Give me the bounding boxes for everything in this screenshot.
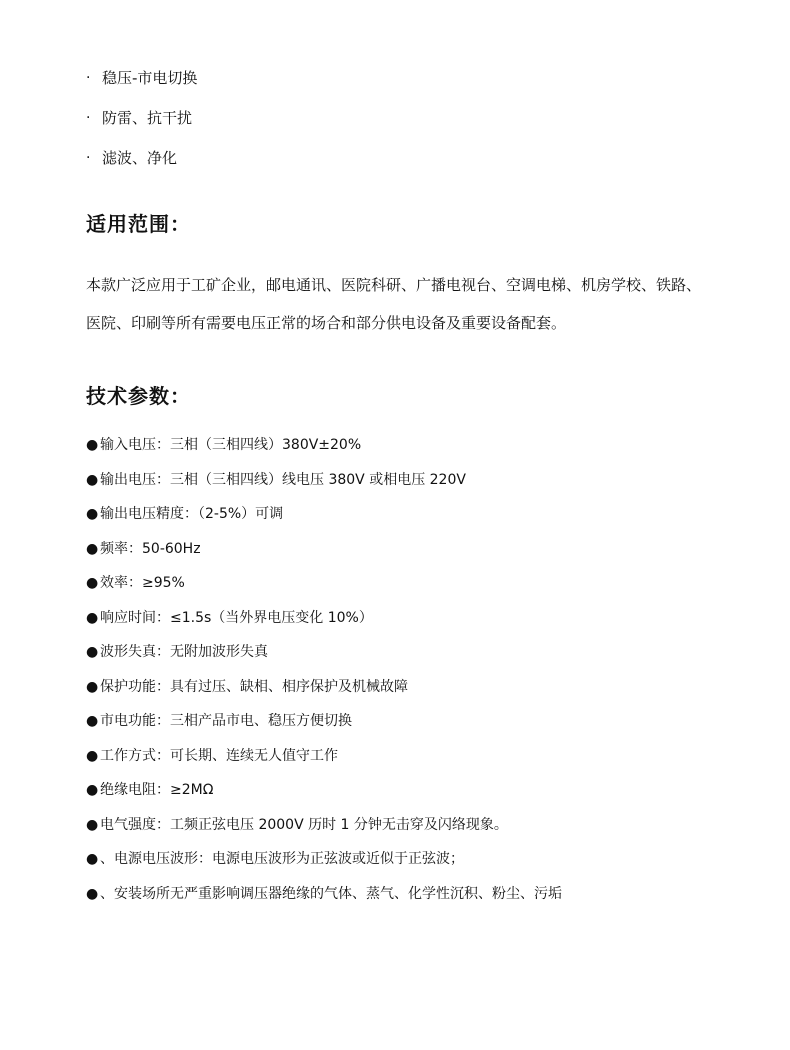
- spec-text: 保护功能：具有过压、缺相、相序保护及机械故障: [100, 678, 408, 695]
- bullet-icon: ●: [86, 747, 99, 764]
- bullet-icon: ●: [86, 609, 99, 626]
- bullet-icon: ●: [86, 851, 99, 867]
- params-heading: 技术参数：: [86, 384, 191, 408]
- spec-text: 响应时间：≤1.5s（当外界电压变化 10%）: [100, 609, 373, 626]
- spec-item: [86, 847, 746, 871]
- spec-item: [86, 606, 746, 630]
- spec-item: [86, 675, 746, 699]
- spec-item: [86, 640, 746, 664]
- bullet-icon: ●: [86, 575, 99, 591]
- spec-text: 电气强度：工频正弦电压 2000V 历时 1 分钟无击穿及闪络现象。: [100, 816, 508, 833]
- spec-item: [86, 709, 746, 733]
- spec-text: 输入电压：三相（三相四线）380V±20%: [100, 437, 362, 453]
- spec-item: [86, 882, 746, 906]
- bullet-icon: ●: [86, 437, 99, 453]
- feature-text: 稳压-市电切换: [102, 69, 198, 87]
- bullet-dot: ·: [86, 110, 91, 126]
- spec-text: 波形失真：无附加波形失真: [100, 644, 268, 660]
- bullet-icon: ●: [86, 713, 99, 729]
- spec-text: 输出电压：三相（三相四线）线电压 380V 或相电压 220V: [100, 471, 466, 488]
- spec-text: 工作方式：可长期、连续无人值守工作: [100, 747, 338, 764]
- spec-text: 输出电压精度：（2-5%）可调: [100, 506, 284, 522]
- spec-item: [86, 813, 746, 837]
- feature-item: [86, 64, 726, 92]
- bullet-icon: ●: [86, 506, 99, 522]
- spec-text: 效率：≥95%: [100, 575, 185, 591]
- feature-list: [86, 64, 726, 184]
- scope-paragraph: 本款广泛应用于工矿企业，邮电通讯、医院科研、广播电视台、空调电梯、机房学校、铁路、医院、印刷等所有需要电压正常的场合和部分供电设备及重要设备配套。: [86, 276, 702, 332]
- spec-item: [86, 571, 746, 595]
- bullet-dot: ·: [86, 150, 91, 166]
- spec-item: [86, 778, 746, 802]
- bullet-icon: ●: [86, 885, 99, 902]
- spec-item: [86, 744, 746, 768]
- bullet-icon: ●: [86, 644, 99, 660]
- spec-item: [86, 537, 746, 561]
- spec-item: [86, 468, 746, 492]
- spec-item: [86, 502, 746, 526]
- bullet-icon: ●: [86, 471, 99, 488]
- bullet-icon: ●: [86, 678, 99, 695]
- feature-item: [86, 144, 726, 172]
- spec-text: 、安装场所无严重影响调压器绝缘的气体、蒸气、化学性沉积、粉尘、污垢: [100, 885, 562, 902]
- spec-text: 绝缘电阻：≥2MΩ: [100, 782, 214, 798]
- bullet-icon: ●: [86, 540, 99, 557]
- feature-item: [86, 104, 726, 132]
- spec-list: [86, 433, 746, 916]
- feature-text: 防雷、抗干扰: [102, 109, 193, 127]
- spec-item: [86, 433, 746, 457]
- bullet-icon: ●: [86, 782, 99, 798]
- spec-text: 、电源电压波形：电源电压波形为正弦波或近似于正弦波；: [100, 851, 464, 867]
- bullet-icon: ●: [86, 816, 99, 833]
- spec-text: 市电功能：三相产品市电、稳压方便切换: [100, 713, 352, 729]
- bullet-dot: ·: [86, 70, 91, 86]
- scope-heading: 适用范围：: [86, 212, 191, 236]
- feature-text: 滤波、净化: [102, 149, 178, 167]
- spec-text: 频率：50-60Hz: [100, 540, 201, 557]
